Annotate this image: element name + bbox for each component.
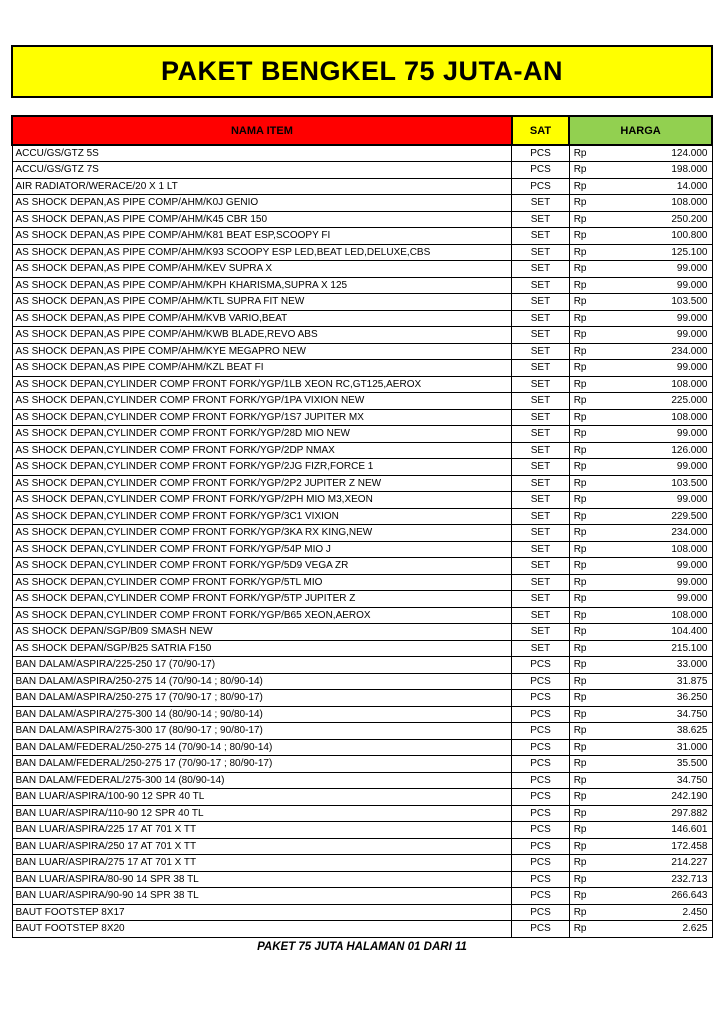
unit-cell: PCS [512, 838, 569, 855]
price-cell [569, 228, 712, 245]
page-title: PAKET BENGKEL 75 JUTA-AN [11, 45, 713, 98]
price-value: 35.500 [676, 758, 708, 770]
item-name-cell: AS SHOCK DEPAN,CYLINDER COMP FRONT FORK/YGP/1S7 JUPITER MX [12, 409, 512, 426]
item-name-cell: AS SHOCK DEPAN,AS PIPE COMP/AHM/K0J GENIO [12, 195, 512, 212]
unit-cell: SET [512, 426, 569, 443]
price-value: 229.500 [671, 510, 708, 522]
price-cell [569, 343, 712, 360]
price-value: 99.000 [676, 576, 708, 588]
table-row [12, 426, 712, 443]
table-row [12, 789, 712, 806]
price-value: 108.000 [671, 543, 708, 555]
unit-cell: PCS [512, 805, 569, 822]
table-row [12, 376, 712, 393]
unit-cell: SET [512, 459, 569, 476]
table-row [12, 558, 712, 575]
price-cell [569, 607, 712, 624]
price-value: 33.000 [676, 659, 708, 671]
price-cell [569, 558, 712, 575]
price-cell [569, 772, 712, 789]
currency-label: Rp [573, 642, 587, 654]
table-row [12, 294, 712, 311]
currency-label: Rp [573, 774, 587, 786]
table-row [12, 343, 712, 360]
price-cell [569, 921, 712, 938]
price-cell [569, 624, 712, 641]
price-cell [569, 211, 712, 228]
unit-cell: SET [512, 475, 569, 492]
price-value: 99.000 [676, 461, 708, 473]
currency-label: Rp [573, 395, 587, 407]
unit-cell: SET [512, 376, 569, 393]
price-cell [569, 376, 712, 393]
unit-cell: SET [512, 211, 569, 228]
price-value: 99.000 [676, 312, 708, 324]
table-row [12, 904, 712, 921]
table-row [12, 327, 712, 344]
item-name-cell: AS SHOCK DEPAN,CYLINDER COMP FRONT FORK/YGP/5TP JUPITER Z [12, 591, 512, 608]
table-row [12, 640, 712, 657]
table-row [12, 178, 712, 195]
item-name-cell: AS SHOCK DEPAN,AS PIPE COMP/AHM/K81 BEAT ESP,SCOOPY FI [12, 228, 512, 245]
price-cell [569, 178, 712, 195]
price-value: 125.100 [671, 246, 708, 258]
currency-label: Rp [573, 543, 587, 555]
unit-cell: PCS [512, 673, 569, 690]
currency-label: Rp [573, 659, 587, 671]
item-name-cell: BAN LUAR/ASPIRA/275 17 AT 701 X TT [12, 855, 512, 872]
table-row [12, 409, 712, 426]
price-cell [569, 855, 712, 872]
unit-cell: SET [512, 294, 569, 311]
price-value: 103.500 [671, 296, 708, 308]
item-name-cell: AS SHOCK DEPAN,CYLINDER COMP FRONT FORK/YGP/2PH MIO M3,XEON [12, 492, 512, 509]
unit-cell: SET [512, 508, 569, 525]
currency-label: Rp [573, 263, 587, 275]
item-name-cell: BAN DALAM/FEDERAL/275-300 14 (80/90-14) [12, 772, 512, 789]
price-value: 14.000 [676, 180, 708, 192]
item-name-cell: AS SHOCK DEPAN,CYLINDER COMP FRONT FORK/YGP/3KA RX KING,NEW [12, 525, 512, 542]
page-footer: PAKET 75 JUTA HALAMAN 01 DARI 11 [257, 940, 467, 953]
price-value: 214.227 [671, 857, 708, 869]
unit-cell: SET [512, 360, 569, 377]
price-value: 99.000 [676, 560, 708, 572]
price-cell [569, 162, 712, 179]
price-value: 126.000 [671, 444, 708, 456]
price-cell [569, 706, 712, 723]
table-row [12, 855, 712, 872]
item-name-cell: AS SHOCK DEPAN,CYLINDER COMP FRONT FORK/YGP/2JG FIZR,FORCE 1 [12, 459, 512, 476]
unit-cell: SET [512, 442, 569, 459]
currency-label: Rp [573, 411, 587, 423]
price-value: 99.000 [676, 494, 708, 506]
unit-cell: SET [512, 624, 569, 641]
currency-label: Rp [573, 510, 587, 522]
price-cell [569, 739, 712, 756]
price-cell [569, 591, 712, 608]
table-row [12, 673, 712, 690]
table-row [12, 838, 712, 855]
unit-cell: SET [512, 409, 569, 426]
price-value: 34.750 [676, 708, 708, 720]
currency-label: Rp [573, 230, 587, 242]
unit-cell: SET [512, 343, 569, 360]
currency-label: Rp [573, 444, 587, 456]
item-name-cell: ACCU/GS/GTZ 7S [12, 162, 512, 179]
item-name-cell: AS SHOCK DEPAN,AS PIPE COMP/AHM/KVB VARIO,BEAT [12, 310, 512, 327]
item-name-cell: AS SHOCK DEPAN,CYLINDER COMP FRONT FORK/YGP/1LB XEON RC,GT125,AEROX [12, 376, 512, 393]
price-cell [569, 508, 712, 525]
currency-label: Rp [573, 527, 587, 539]
currency-label: Rp [573, 576, 587, 588]
price-value: 31.875 [676, 675, 708, 687]
currency-label: Rp [573, 890, 587, 902]
table-row [12, 739, 712, 756]
price-cell [569, 426, 712, 443]
currency-label: Rp [573, 708, 587, 720]
price-cell [569, 261, 712, 278]
table-row [12, 657, 712, 674]
item-name-cell: BAUT FOOTSTEP 8X20 [12, 921, 512, 938]
price-value: 34.750 [676, 774, 708, 786]
item-name-cell: AS SHOCK DEPAN,AS PIPE COMP/AHM/KPH KHARISMA,SUPRA X 125 [12, 277, 512, 294]
currency-label: Rp [573, 923, 587, 935]
table-row [12, 772, 712, 789]
price-value: 215.100 [671, 642, 708, 654]
currency-label: Rp [573, 345, 587, 357]
item-name-cell: BAN LUAR/ASPIRA/110-90 12 SPR 40 TL [12, 805, 512, 822]
item-name-cell: AS SHOCK DEPAN,CYLINDER COMP FRONT FORK/YGP/5TL MIO [12, 574, 512, 591]
unit-cell: PCS [512, 145, 569, 162]
column-header-nama-item: NAMA ITEM [12, 116, 512, 145]
table-header-row [12, 116, 712, 145]
table-row [12, 871, 712, 888]
table-row [12, 574, 712, 591]
unit-cell: SET [512, 327, 569, 344]
price-cell [569, 195, 712, 212]
item-name-cell: BAN DALAM/ASPIRA/225-250 17 (70/90-17) [12, 657, 512, 674]
table-row [12, 492, 712, 509]
unit-cell: PCS [512, 723, 569, 740]
currency-label: Rp [573, 312, 587, 324]
currency-label: Rp [573, 609, 587, 621]
price-cell [569, 525, 712, 542]
item-name-cell: AS SHOCK DEPAN,CYLINDER COMP FRONT FORK/YGP/2P2 JUPITER Z NEW [12, 475, 512, 492]
price-cell [569, 657, 712, 674]
price-value: 103.500 [671, 477, 708, 489]
unit-cell: PCS [512, 706, 569, 723]
unit-cell: SET [512, 228, 569, 245]
price-value: 99.000 [676, 279, 708, 291]
unit-cell: PCS [512, 789, 569, 806]
currency-label: Rp [573, 791, 587, 803]
unit-cell: SET [512, 591, 569, 608]
currency-label: Rp [573, 560, 587, 572]
item-name-cell: BAN DALAM/ASPIRA/250-275 17 (70/90-17 ; 80/90-17) [12, 690, 512, 707]
table-row [12, 706, 712, 723]
price-value: 108.000 [671, 609, 708, 621]
unit-cell: PCS [512, 888, 569, 905]
price-cell [569, 822, 712, 839]
currency-label: Rp [573, 362, 587, 374]
item-name-cell: AS SHOCK DEPAN/SGP/B09 SMASH NEW [12, 624, 512, 641]
currency-label: Rp [573, 675, 587, 687]
table-row [12, 277, 712, 294]
item-name-cell: AIR RADIATOR/WERACE/20 X 1 LT [12, 178, 512, 195]
item-name-cell: AS SHOCK DEPAN,AS PIPE COMP/AHM/K93 SCOOPY ESP LED,BEAT LED,DELUXE,CBS [12, 244, 512, 261]
item-name-cell: AS SHOCK DEPAN,CYLINDER COMP FRONT FORK/YGP/5D9 VEGA ZR [12, 558, 512, 575]
price-cell [569, 327, 712, 344]
unit-cell: PCS [512, 657, 569, 674]
price-value: 36.250 [676, 692, 708, 704]
table-row [12, 228, 712, 245]
unit-cell: SET [512, 558, 569, 575]
currency-label: Rp [573, 213, 587, 225]
unit-cell: SET [512, 277, 569, 294]
table-row [12, 690, 712, 707]
table-row [12, 921, 712, 938]
unit-cell: SET [512, 574, 569, 591]
unit-cell: PCS [512, 162, 569, 179]
currency-label: Rp [573, 148, 587, 159]
price-value: 99.000 [676, 428, 708, 440]
price-cell [569, 673, 712, 690]
table-row [12, 541, 712, 558]
price-value: 225.000 [671, 395, 708, 407]
currency-label: Rp [573, 840, 587, 852]
price-cell [569, 789, 712, 806]
price-cell [569, 838, 712, 855]
item-name-cell: BAN LUAR/ASPIRA/250 17 AT 701 X TT [12, 838, 512, 855]
item-name-cell: AS SHOCK DEPAN,CYLINDER COMP FRONT FORK/YGP/1PA VIXION NEW [12, 393, 512, 410]
price-cell [569, 756, 712, 773]
table-row [12, 591, 712, 608]
price-value: 99.000 [676, 593, 708, 605]
item-name-cell: BAN LUAR/ASPIRA/80-90 14 SPR 38 TL [12, 871, 512, 888]
unit-cell: PCS [512, 822, 569, 839]
item-name-cell: BAN DALAM/FEDERAL/250-275 17 (70/90-17 ; 80/90-17) [12, 756, 512, 773]
item-name-cell: AS SHOCK DEPAN,AS PIPE COMP/AHM/KYE MEGAPRO NEW [12, 343, 512, 360]
price-value: 172.458 [671, 840, 708, 852]
column-header-harga: HARGA [569, 116, 712, 145]
price-value: 146.601 [671, 824, 708, 836]
price-value: 266.643 [671, 890, 708, 902]
unit-cell: SET [512, 261, 569, 278]
price-cell [569, 805, 712, 822]
item-name-cell: AS SHOCK DEPAN,CYLINDER COMP FRONT FORK/YGP/3C1 VIXION [12, 508, 512, 525]
price-value: 2.450 [682, 906, 708, 918]
table-row [12, 805, 712, 822]
currency-label: Rp [573, 428, 587, 440]
price-cell [569, 888, 712, 905]
currency-label: Rp [573, 807, 587, 819]
item-name-cell: AS SHOCK DEPAN,AS PIPE COMP/AHM/K45 CBR 150 [12, 211, 512, 228]
currency-label: Rp [573, 246, 587, 258]
item-name-cell: BAN LUAR/ASPIRA/90-90 14 SPR 38 TL [12, 888, 512, 905]
unit-cell: PCS [512, 739, 569, 756]
table-row [12, 756, 712, 773]
price-value: 234.000 [671, 527, 708, 539]
price-value: 124.000 [671, 148, 708, 159]
price-value: 99.000 [676, 329, 708, 341]
table-row [12, 360, 712, 377]
unit-cell: SET [512, 310, 569, 327]
price-table [11, 115, 713, 938]
item-name-cell: AS SHOCK DEPAN,CYLINDER COMP FRONT FORK/YGP/28D MIO NEW [12, 426, 512, 443]
currency-label: Rp [573, 626, 587, 638]
table-row [12, 888, 712, 905]
price-value: 31.000 [676, 741, 708, 753]
table-row [12, 508, 712, 525]
currency-label: Rp [573, 873, 587, 885]
item-name-cell: AS SHOCK DEPAN,CYLINDER COMP FRONT FORK/YGP/54P MIO J [12, 541, 512, 558]
table-row [12, 723, 712, 740]
currency-label: Rp [573, 692, 587, 704]
currency-label: Rp [573, 329, 587, 341]
price-value: 99.000 [676, 263, 708, 275]
unit-cell: SET [512, 393, 569, 410]
currency-label: Rp [573, 197, 587, 209]
item-name-cell: BAN DALAM/ASPIRA/275-300 17 (80/90-17 ; 90/80-17) [12, 723, 512, 740]
currency-label: Rp [573, 378, 587, 390]
unit-cell: SET [512, 541, 569, 558]
price-cell [569, 145, 712, 162]
currency-label: Rp [573, 279, 587, 291]
unit-cell: PCS [512, 756, 569, 773]
price-cell [569, 442, 712, 459]
table-row [12, 195, 712, 212]
price-cell [569, 492, 712, 509]
price-value: 198.000 [671, 164, 708, 176]
unit-cell: SET [512, 492, 569, 509]
price-value: 232.713 [671, 873, 708, 885]
table-row [12, 475, 712, 492]
item-name-cell: AS SHOCK DEPAN,AS PIPE COMP/AHM/KTL SUPRA FIT NEW [12, 294, 512, 311]
price-cell [569, 871, 712, 888]
currency-label: Rp [573, 725, 587, 737]
table-row [12, 822, 712, 839]
unit-cell: PCS [512, 871, 569, 888]
currency-label: Rp [573, 906, 587, 918]
item-name-cell: AS SHOCK DEPAN,AS PIPE COMP/AHM/KEV SUPRA X [12, 261, 512, 278]
price-value: 104.400 [671, 626, 708, 638]
unit-cell: SET [512, 607, 569, 624]
price-value: 38.625 [676, 725, 708, 737]
price-value: 99.000 [676, 362, 708, 374]
price-value: 242.190 [671, 791, 708, 803]
item-name-cell: BAN DALAM/ASPIRA/250-275 14 (70/90-14 ; 80/90-14) [12, 673, 512, 690]
item-name-cell: BAN LUAR/ASPIRA/225 17 AT 701 X TT [12, 822, 512, 839]
unit-cell: SET [512, 244, 569, 261]
item-name-cell: AS SHOCK DEPAN,CYLINDER COMP FRONT FORK/YGP/2DP NMAX [12, 442, 512, 459]
unit-cell: SET [512, 525, 569, 542]
table-row [12, 261, 712, 278]
currency-label: Rp [573, 494, 587, 506]
item-name-cell: BAN LUAR/ASPIRA/100-90 12 SPR 40 TL [12, 789, 512, 806]
price-value: 250.200 [671, 213, 708, 225]
price-cell [569, 723, 712, 740]
currency-label: Rp [573, 741, 587, 753]
price-cell [569, 690, 712, 707]
unit-cell: PCS [512, 178, 569, 195]
unit-cell: PCS [512, 904, 569, 921]
unit-cell: SET [512, 195, 569, 212]
price-value: 100.800 [671, 230, 708, 242]
currency-label: Rp [573, 824, 587, 836]
item-name-cell: AS SHOCK DEPAN,AS PIPE COMP/AHM/KZL BEAT FI [12, 360, 512, 377]
price-value: 108.000 [671, 411, 708, 423]
price-cell [569, 393, 712, 410]
price-cell [569, 277, 712, 294]
currency-label: Rp [573, 461, 587, 473]
price-cell [569, 904, 712, 921]
price-cell [569, 360, 712, 377]
currency-label: Rp [573, 477, 587, 489]
item-name-cell: BAUT FOOTSTEP 8X17 [12, 904, 512, 921]
column-header-sat: SAT [512, 116, 569, 145]
item-name-cell: AS SHOCK DEPAN,CYLINDER COMP FRONT FORK/YGP/B65 XEON,AEROX [12, 607, 512, 624]
price-cell [569, 244, 712, 261]
price-cell [569, 640, 712, 657]
unit-cell: PCS [512, 772, 569, 789]
table-row [12, 244, 712, 261]
unit-cell: PCS [512, 690, 569, 707]
table-row [12, 607, 712, 624]
price-value: 234.000 [671, 345, 708, 357]
table-row [12, 162, 712, 179]
table-row [12, 442, 712, 459]
price-cell [569, 459, 712, 476]
table-row [12, 525, 712, 542]
table-row [12, 393, 712, 410]
currency-label: Rp [573, 164, 587, 176]
currency-label: Rp [573, 857, 587, 869]
price-value: 108.000 [671, 378, 708, 390]
item-name-cell: BAN DALAM/ASPIRA/275-300 14 (80/90-14 ; 90/80-14) [12, 706, 512, 723]
table-row [12, 624, 712, 641]
price-value: 108.000 [671, 197, 708, 209]
table-body [12, 145, 712, 937]
currency-label: Rp [573, 593, 587, 605]
table-row [12, 310, 712, 327]
item-name-cell: AS SHOCK DEPAN/SGP/B25 SATRIA F150 [12, 640, 512, 657]
price-cell [569, 294, 712, 311]
price-value: 297.882 [671, 807, 708, 819]
currency-label: Rp [573, 296, 587, 308]
unit-cell: PCS [512, 921, 569, 938]
price-cell [569, 409, 712, 426]
price-cell [569, 541, 712, 558]
price-cell [569, 310, 712, 327]
price-value: 2.625 [682, 923, 708, 935]
item-name-cell: ACCU/GS/GTZ 5S [12, 145, 512, 162]
item-name-cell: BAN DALAM/FEDERAL/250-275 14 (70/90-14 ; 80/90-14) [12, 739, 512, 756]
price-cell [569, 574, 712, 591]
currency-label: Rp [573, 758, 587, 770]
currency-label: Rp [573, 180, 587, 192]
table-row [12, 459, 712, 476]
table-row [12, 145, 712, 162]
item-name-cell: AS SHOCK DEPAN,AS PIPE COMP/AHM/KWB BLADE,REVO ABS [12, 327, 512, 344]
unit-cell: PCS [512, 855, 569, 872]
unit-cell: SET [512, 640, 569, 657]
price-cell [569, 475, 712, 492]
table-row [12, 211, 712, 228]
